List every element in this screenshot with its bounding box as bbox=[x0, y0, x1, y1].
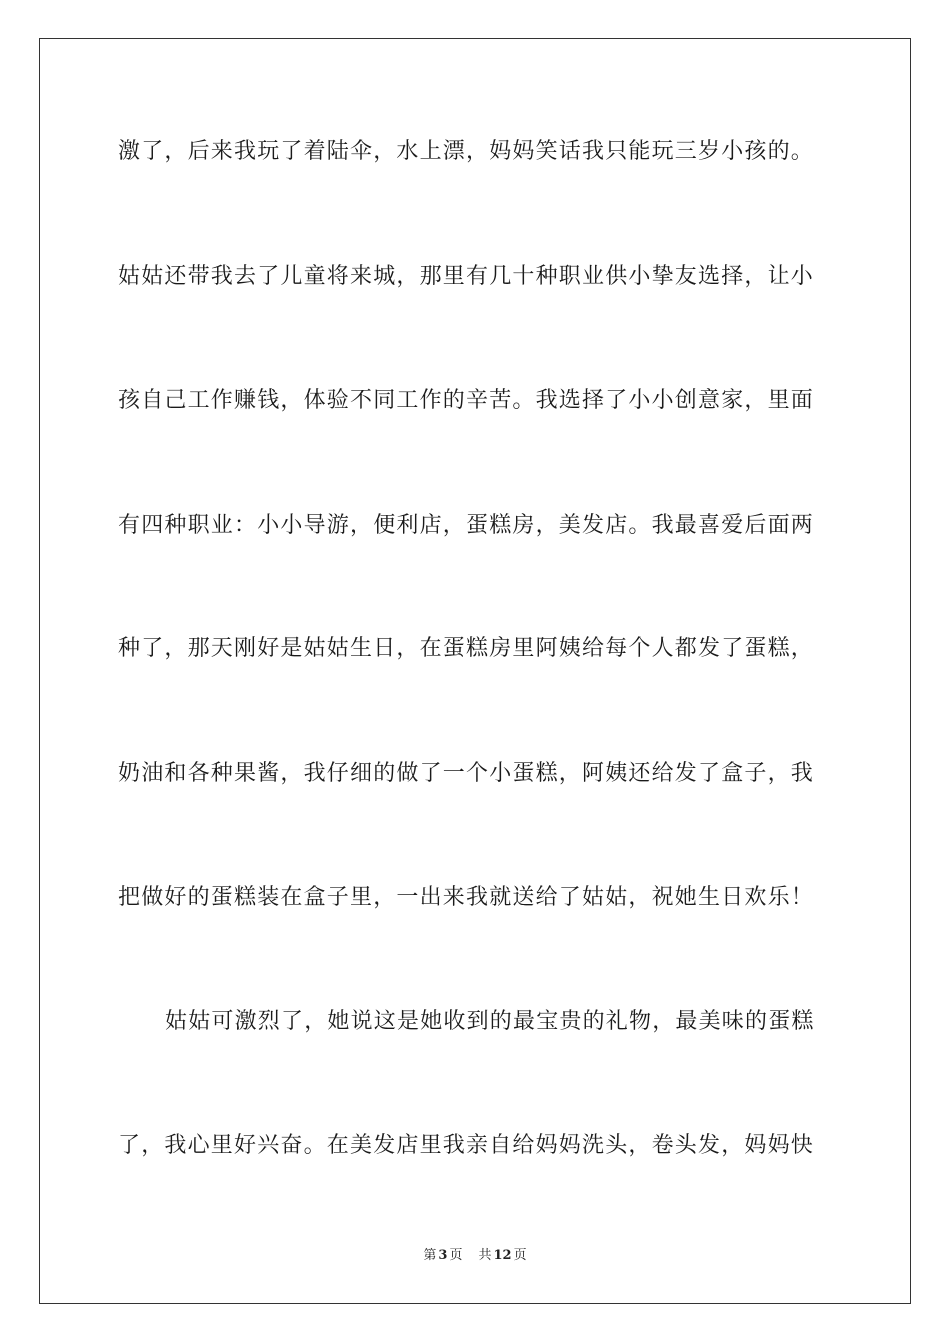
page-number: 3 bbox=[438, 1248, 448, 1263]
total-prefix: 共 bbox=[478, 1248, 492, 1263]
total-suffix: 页 bbox=[513, 1248, 527, 1263]
page-suffix: 页 bbox=[449, 1248, 463, 1263]
text-line-4: 有四种职业：小小导游，便利店，蛋糕房，美发店。我最喜爱后面两 bbox=[118, 513, 815, 538]
text-line-7: 把做好的蛋糕装在盒子里，一出来我就送给了姑姑，祝她生日欢乐！ bbox=[118, 885, 815, 910]
text-line-8-paragraph-start: 姑姑可激烈了，她说这是她收到的最宝贵的礼物，最美味的蛋糕 bbox=[165, 1009, 815, 1034]
text-line-2: 姑姑还带我去了儿童将来城，那里有几十种职业供小挚友选择，让小 bbox=[118, 264, 815, 289]
total-pages: 12 bbox=[493, 1248, 512, 1263]
text-line-5: 种了，那天刚好是姑姑生日，在蛋糕房里阿姨给每个人都发了蛋糕， bbox=[118, 636, 815, 661]
text-line-1: 激了，后来我玩了着陆伞，水上漂，妈妈笑话我只能玩三岁小孩的。 bbox=[118, 139, 815, 164]
text-line-3: 孩自己工作赚钱，体验不同工作的辛苦。我选择了小小创意家，里面 bbox=[118, 388, 815, 413]
text-line-6: 奶油和各种果酱，我仔细的做了一个小蛋糕，阿姨还给发了盒子，我 bbox=[118, 761, 815, 786]
page-border bbox=[39, 38, 911, 1304]
page-prefix: 第 bbox=[423, 1248, 437, 1263]
page-footer bbox=[0, 1247, 950, 1265]
text-line-9: 了，我心里好兴奋。在美发店里我亲自给妈妈洗头，卷头发，妈妈快 bbox=[118, 1133, 815, 1158]
